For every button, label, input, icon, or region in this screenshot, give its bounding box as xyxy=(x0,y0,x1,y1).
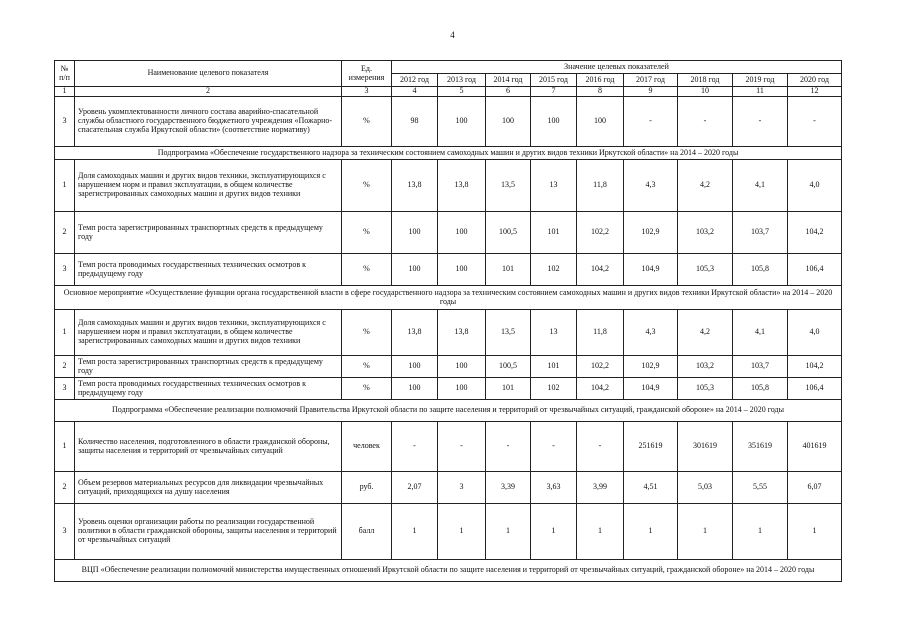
value-cell: 100 xyxy=(577,97,624,147)
unit-cell: % xyxy=(342,356,392,378)
value-cell: 5,55 xyxy=(733,472,788,504)
header-num: № п/п xyxy=(55,61,75,87)
value-cell: 301619 xyxy=(678,422,733,472)
unit-cell: человек xyxy=(342,422,392,472)
value-cell: 1 xyxy=(577,504,624,560)
indicator-name: Доля самоходных машин и других видов техники, эксплуатирующихся с нарушением норм и правил эксплуатации, в общем количестве зарегистрированных самоходных машин и других видов техники xyxy=(75,310,342,356)
header-year: 2019 год xyxy=(733,74,788,87)
column-index: 8 xyxy=(577,87,624,97)
value-cell: - xyxy=(678,97,733,147)
value-cell: 103,2 xyxy=(678,212,733,254)
value-cell: 4,2 xyxy=(678,310,733,356)
value-cell: 4,1 xyxy=(733,310,788,356)
value-cell: 4,1 xyxy=(733,160,788,212)
value-cell: - xyxy=(733,97,788,147)
table-row xyxy=(55,160,842,212)
column-index: 6 xyxy=(486,87,531,97)
value-cell: 101 xyxy=(486,378,531,400)
row-number: 3 xyxy=(55,378,75,400)
value-cell: - xyxy=(438,422,486,472)
value-cell: 3,99 xyxy=(577,472,624,504)
table-row xyxy=(55,472,842,504)
table-row xyxy=(55,378,842,400)
value-cell: 4,2 xyxy=(678,160,733,212)
value-cell: - xyxy=(788,97,842,147)
section-row xyxy=(55,147,842,160)
page-number: 4 xyxy=(450,30,455,40)
value-cell: 13,8 xyxy=(438,160,486,212)
value-cell: 1 xyxy=(486,504,531,560)
column-index: 1 xyxy=(55,87,75,97)
section-row xyxy=(55,400,842,422)
value-cell: 100 xyxy=(392,378,438,400)
value-cell: 6,07 xyxy=(788,472,842,504)
value-cell: 105,8 xyxy=(733,254,788,286)
indicator-name: Темп роста зарегистрированных транспортных средств к предыдущему году xyxy=(75,356,342,378)
value-cell: 13 xyxy=(531,160,577,212)
section-title: ВЦП «Обеспечение реализации полномочий министерства имущественных отношений Иркутской области по защите населения и территорий от чрезвычайных ситуаций, гражданской обороне» на 2014 – 2020 годы xyxy=(55,560,842,582)
value-cell: 13,8 xyxy=(438,310,486,356)
value-cell: 102,9 xyxy=(624,212,678,254)
value-cell: 100 xyxy=(392,254,438,286)
value-cell: 1 xyxy=(624,504,678,560)
value-cell: 100 xyxy=(392,356,438,378)
value-cell: 251619 xyxy=(624,422,678,472)
indicators-table xyxy=(54,60,842,582)
value-cell: 1 xyxy=(788,504,842,560)
value-cell: - xyxy=(531,422,577,472)
column-index: 10 xyxy=(678,87,733,97)
value-cell: 101 xyxy=(486,254,531,286)
value-cell: 105,3 xyxy=(678,378,733,400)
table-row xyxy=(55,422,842,472)
unit-cell: балл xyxy=(342,504,392,560)
row-number: 2 xyxy=(55,356,75,378)
section-title: Подпрограмма «Обеспечение государственного надзора за техническим состоянием самоходных машин и других видов техники Иркутской области» на 2014 – 2020 годы xyxy=(55,147,842,160)
value-cell: 101 xyxy=(531,212,577,254)
value-cell: 100 xyxy=(438,356,486,378)
value-cell: 102 xyxy=(531,254,577,286)
header-name: Наименование целевого показателя xyxy=(75,61,342,87)
value-cell: - xyxy=(624,97,678,147)
value-cell: 3 xyxy=(438,472,486,504)
value-cell: 98 xyxy=(392,97,438,147)
value-cell: 100 xyxy=(392,212,438,254)
column-index: 5 xyxy=(438,87,486,97)
section-title: Основное мероприятие «Осуществление функции органа государственной власти в сфере государственного надзора за техническим состоянием самоходных машин и других видов техники Иркутской области» на 2014 – 2020 годы xyxy=(55,286,842,310)
header-year: 2018 год xyxy=(678,74,733,87)
header-year: 2016 год xyxy=(577,74,624,87)
value-cell: 104,2 xyxy=(577,254,624,286)
value-cell: 1 xyxy=(531,504,577,560)
value-cell: 102,9 xyxy=(624,356,678,378)
value-cell: 1 xyxy=(438,504,486,560)
row-number: 3 xyxy=(55,97,75,147)
value-cell: 103,7 xyxy=(733,356,788,378)
value-cell: 2,07 xyxy=(392,472,438,504)
value-cell: 401619 xyxy=(788,422,842,472)
value-cell: 4,3 xyxy=(624,310,678,356)
value-cell: 4,0 xyxy=(788,310,842,356)
value-cell: 3,39 xyxy=(486,472,531,504)
header-year: 2020 год xyxy=(788,74,842,87)
unit-cell: % xyxy=(342,97,392,147)
value-cell: 1 xyxy=(392,504,438,560)
value-cell: 100,5 xyxy=(486,356,531,378)
value-cell: 100 xyxy=(438,97,486,147)
header-values: Значение целевых показателей xyxy=(392,61,842,74)
value-cell: 101 xyxy=(531,356,577,378)
table-row xyxy=(55,310,842,356)
table-row xyxy=(55,356,842,378)
indicator-name: Уровень укомплектованности личного состава аварийно-спасательной службы областного государственного бюджетного учреждения «Пожарно-спасательная служба Иркутской области» (соответствие нормативу) xyxy=(75,97,342,147)
value-cell: 103,7 xyxy=(733,212,788,254)
value-cell: 104,2 xyxy=(577,378,624,400)
value-cell: - xyxy=(392,422,438,472)
section-title: Подпрограмма «Обеспечение реализации полномочий Правительства Иркутской области по защите населения и территорий от чрезвычайных ситуаций, гражданской обороне» на 2014 – 2020 годы xyxy=(55,400,842,422)
value-cell: 103,2 xyxy=(678,356,733,378)
table-row xyxy=(55,212,842,254)
header-year: 2012 год xyxy=(392,74,438,87)
value-cell: 11,8 xyxy=(577,310,624,356)
row-number: 3 xyxy=(55,504,75,560)
value-cell: 104,9 xyxy=(624,254,678,286)
value-cell: 13 xyxy=(531,310,577,356)
table-row xyxy=(55,254,842,286)
value-cell: 351619 xyxy=(733,422,788,472)
row-number: 1 xyxy=(55,160,75,212)
value-cell: 1 xyxy=(678,504,733,560)
column-index: 11 xyxy=(733,87,788,97)
indicator-name: Темп роста проводимых государственных технических осмотров к предыдущему году xyxy=(75,254,342,286)
value-cell: 13,8 xyxy=(392,310,438,356)
value-cell: 13,5 xyxy=(486,310,531,356)
indicator-name: Количество населения, подготовленного в области гражданской обороны, защиты населения и территорий от чрезвычайных ситуаций xyxy=(75,422,342,472)
value-cell: 4,0 xyxy=(788,160,842,212)
value-cell: 100 xyxy=(438,254,486,286)
column-index: 7 xyxy=(531,87,577,97)
row-number: 2 xyxy=(55,472,75,504)
column-index: 4 xyxy=(392,87,438,97)
table-row xyxy=(55,504,842,560)
section-row xyxy=(55,560,842,582)
value-cell: 100 xyxy=(531,97,577,147)
row-number: 3 xyxy=(55,254,75,286)
indicator-name: Темп роста проводимых государственных технических осмотров к предыдущему году xyxy=(75,378,342,400)
value-cell: - xyxy=(486,422,531,472)
value-cell: 4,51 xyxy=(624,472,678,504)
column-index: 9 xyxy=(624,87,678,97)
unit-cell: % xyxy=(342,254,392,286)
value-cell: 100 xyxy=(438,378,486,400)
value-cell: 106,4 xyxy=(788,254,842,286)
value-cell: 105,3 xyxy=(678,254,733,286)
value-cell: 100,5 xyxy=(486,212,531,254)
unit-cell: руб. xyxy=(342,472,392,504)
value-cell: 13,8 xyxy=(392,160,438,212)
indicator-name: Объем резервов материальных ресурсов для ликвидации чрезвычайных ситуаций, приходящихся на душу населения xyxy=(75,472,342,504)
table-row xyxy=(55,97,842,147)
unit-cell: % xyxy=(342,212,392,254)
row-number: 1 xyxy=(55,310,75,356)
value-cell: 3,63 xyxy=(531,472,577,504)
value-cell: 104,9 xyxy=(624,378,678,400)
unit-cell: % xyxy=(342,160,392,212)
header-year: 2013 год xyxy=(438,74,486,87)
header-unit: Ед. измерения xyxy=(342,61,392,87)
value-cell: 100 xyxy=(438,212,486,254)
value-cell: 104,2 xyxy=(788,356,842,378)
value-cell: 102,2 xyxy=(577,212,624,254)
unit-cell: % xyxy=(342,378,392,400)
value-cell: - xyxy=(577,422,624,472)
value-cell: 105,8 xyxy=(733,378,788,400)
value-cell: 13,5 xyxy=(486,160,531,212)
indicator-name: Темп роста зарегистрированных транспортных средств к предыдущему году xyxy=(75,212,342,254)
header-year: 2014 год xyxy=(486,74,531,87)
unit-cell: % xyxy=(342,310,392,356)
value-cell: 100 xyxy=(486,97,531,147)
value-cell: 4,3 xyxy=(624,160,678,212)
row-number: 1 xyxy=(55,422,75,472)
header-year: 2015 год xyxy=(531,74,577,87)
value-cell: 11,8 xyxy=(577,160,624,212)
value-cell: 104,2 xyxy=(788,212,842,254)
indicator-name: Уровень оценки организации работы по реализации государственной политики в области гражданской обороны, защиты населения и территорий от чрезвычайных ситуаций xyxy=(75,504,342,560)
value-cell: 5,03 xyxy=(678,472,733,504)
indicator-name: Доля самоходных машин и других видов техники, эксплуатирующихся с нарушением норм и правил эксплуатации, в общем количестве зарегистрированных самоходных машин и других видов техники xyxy=(75,160,342,212)
row-number: 2 xyxy=(55,212,75,254)
column-index: 3 xyxy=(342,87,392,97)
value-cell: 1 xyxy=(733,504,788,560)
section-row xyxy=(55,286,842,310)
value-cell: 106,4 xyxy=(788,378,842,400)
value-cell: 102 xyxy=(531,378,577,400)
header-year: 2017 год xyxy=(624,74,678,87)
column-index: 2 xyxy=(75,87,342,97)
column-index: 12 xyxy=(788,87,842,97)
value-cell: 102,2 xyxy=(577,356,624,378)
